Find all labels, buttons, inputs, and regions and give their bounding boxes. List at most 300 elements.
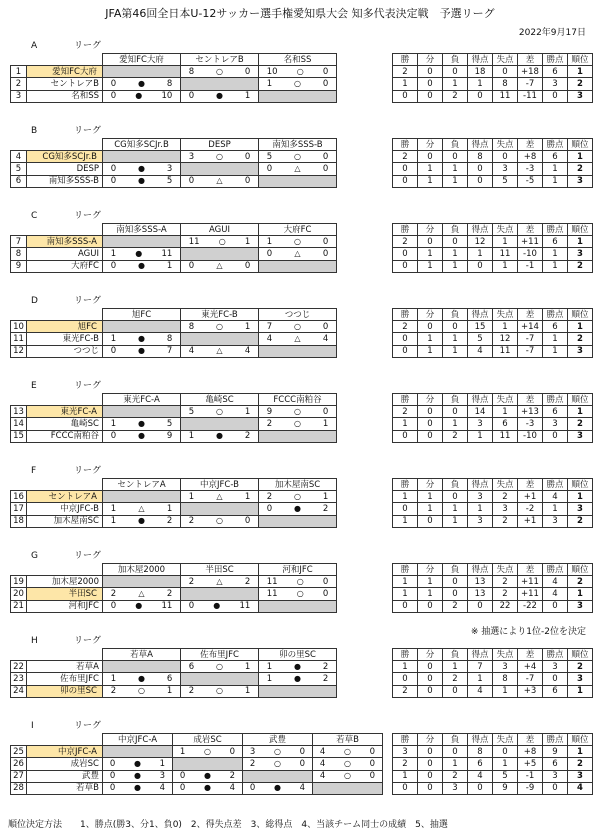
opponent-header: 若草A (103, 649, 181, 661)
stat-value: -1 (518, 770, 543, 782)
score-against: 0 (369, 758, 376, 769)
match-result (103, 418, 181, 430)
team-number: 19 (11, 576, 27, 588)
result-symbol: ○ (294, 406, 301, 416)
stat-header: 失点 (493, 734, 518, 746)
score-against: 0 (244, 516, 251, 527)
score (111, 674, 173, 684)
rank-value: 2 (568, 576, 593, 588)
score-for: 11 (266, 576, 278, 587)
league-table (10, 53, 593, 103)
score-for: 1 (110, 418, 117, 429)
rank-value: 3 (568, 503, 593, 515)
stat-value: 0 (443, 685, 468, 697)
rank-value: 1 (568, 151, 593, 163)
score-for: 0 (110, 176, 117, 187)
stat-value: 0 (443, 576, 468, 588)
stat-value: 5 (468, 333, 493, 345)
stat-value: 1 (393, 588, 418, 600)
result-symbol: ● (138, 673, 145, 683)
league-table (10, 648, 593, 698)
opponent-header: 加木屋南SC (259, 479, 337, 491)
stat-value: 0 (418, 673, 443, 685)
stat-value: 1 (443, 78, 468, 90)
result-symbol: ○ (216, 321, 223, 331)
stat-value: 15 (468, 321, 493, 333)
result-symbol: ○ (274, 758, 281, 768)
score-against: 1 (322, 491, 329, 502)
opponent-header: 名和SS (259, 54, 337, 66)
team-row (11, 175, 593, 187)
stat-value: 0 (418, 151, 443, 163)
team-name-text: DESP (76, 163, 99, 174)
score (111, 516, 173, 526)
result-symbol: ○ (216, 661, 223, 671)
score-for: 0 (188, 601, 195, 612)
result-symbol: △ (138, 588, 145, 598)
stat-value: 0 (468, 90, 493, 102)
spacer-cell (337, 515, 393, 527)
league-suffix: リーグ (74, 381, 102, 391)
team-name-text: 中京JFC-A (57, 746, 97, 757)
score-for: 2 (188, 576, 195, 587)
team-name (27, 260, 103, 272)
stat-value: 1 (443, 661, 468, 673)
score-for: 0 (249, 783, 256, 794)
opponent-header: 中京JFC-A (103, 734, 173, 746)
opponent-header: 若草B (313, 734, 383, 746)
score-against: 0 (299, 746, 306, 757)
self-match-cell (103, 66, 181, 78)
rank-value: 1 (568, 491, 593, 503)
spacer-cell (337, 236, 393, 248)
score-against: 1 (244, 686, 251, 697)
blank-cell (11, 139, 27, 151)
spacer-cell (337, 248, 393, 260)
league-label (10, 380, 592, 393)
opponent-header: つつじ (259, 309, 337, 321)
score-for: 7 (266, 321, 273, 332)
score-against: 1 (244, 321, 251, 332)
blank-cell (11, 394, 27, 406)
score (110, 783, 165, 793)
score-for: 4 (319, 771, 326, 782)
result-symbol: ● (134, 783, 141, 793)
rank-value: 1 (568, 66, 593, 78)
page-title: JFA第46回全日本U-12サッカー選手権愛知県大会 知多代表決定戦 予選リーグ (105, 7, 495, 20)
team-name-text: 若草B (76, 783, 99, 794)
match-result (103, 175, 181, 187)
score (189, 176, 251, 186)
league-suffix: リーグ (74, 211, 102, 221)
result-symbol: ○ (274, 746, 281, 756)
opponent-header: 卯の里SC (259, 649, 337, 661)
team-name-text: AGUI (78, 248, 99, 259)
stat-value: +11 (518, 588, 543, 600)
score-for: 0 (109, 771, 116, 782)
match-result (181, 430, 259, 442)
result-symbol: △ (216, 491, 223, 501)
stat-value: 3 (493, 163, 518, 175)
league-letter: E (31, 381, 37, 391)
stat-value: 6 (493, 418, 518, 430)
team-name (27, 770, 103, 782)
match-result (103, 333, 181, 345)
opponent-header: 半田SC (181, 564, 259, 576)
stat-value: 3 (543, 418, 568, 430)
stat-header: 得点 (468, 309, 493, 321)
stat-header: 得点 (468, 479, 493, 491)
stat-value: -11 (518, 90, 543, 102)
blank-cell (27, 54, 103, 66)
score-for: 2 (110, 588, 117, 599)
stat-value: 1 (418, 503, 443, 515)
match-result (181, 90, 259, 102)
header-row (11, 649, 593, 661)
team-number: 11 (11, 333, 27, 345)
self-match-cell (259, 260, 337, 272)
stat-value: -3 (518, 163, 543, 175)
match-result (103, 770, 173, 782)
score (111, 261, 173, 271)
score (111, 601, 173, 611)
stat-header: 負 (443, 479, 468, 491)
stat-value: 0 (418, 758, 443, 770)
stat-value: -7 (518, 673, 543, 685)
team-name (27, 600, 103, 612)
score-against: 0 (229, 746, 236, 757)
stat-value: 0 (418, 66, 443, 78)
stat-value: 3 (543, 515, 568, 527)
match-result (243, 758, 313, 770)
opponent-header: 南知多SSS-A (103, 224, 181, 236)
team-name (27, 406, 103, 418)
stat-value: 1 (543, 260, 568, 272)
league-table (10, 393, 593, 443)
score (189, 601, 251, 611)
team-row (11, 430, 593, 442)
rank-value: 1 (568, 588, 593, 600)
score-against: 11 (239, 601, 251, 612)
team-name-text: 亀崎SC (70, 418, 99, 429)
stat-header: 勝点 (543, 309, 568, 321)
header-row (11, 394, 593, 406)
match-result (259, 661, 337, 673)
self-match-cell (313, 782, 383, 794)
spacer-cell (337, 491, 393, 503)
stat-value: +18 (518, 66, 543, 78)
team-name (27, 515, 103, 527)
stat-value: 2 (393, 406, 418, 418)
stat-value: 22 (493, 600, 518, 612)
match-result (103, 345, 181, 357)
team-name (27, 661, 103, 673)
stat-value: 1 (468, 673, 493, 685)
score-against: 0 (322, 588, 329, 599)
team-row (11, 661, 593, 673)
self-match-cell (181, 163, 259, 175)
blank-cell (27, 309, 103, 321)
result-symbol: △ (216, 176, 223, 186)
spacer-cell (337, 309, 393, 321)
stat-value: 6 (543, 321, 568, 333)
score-against: 0 (369, 771, 376, 782)
stat-value: 1 (468, 248, 493, 260)
header-row (11, 139, 593, 151)
stat-header: 差 (518, 54, 543, 66)
score (189, 322, 251, 332)
stat-value: 0 (393, 782, 418, 794)
score (111, 686, 173, 696)
result-symbol: ● (138, 163, 145, 173)
league-table (10, 138, 593, 188)
stat-header: 得点 (468, 224, 493, 236)
spacer-cell (337, 394, 393, 406)
stat-value: 4 (468, 345, 493, 357)
score (111, 419, 173, 429)
score-for: 1 (110, 503, 117, 514)
match-result (103, 758, 173, 770)
result-symbol: ● (216, 91, 223, 101)
league-letter: F (31, 466, 37, 476)
team-row (11, 321, 593, 333)
team-name-text: 卯の里SC (60, 686, 97, 697)
stat-value: 9 (493, 782, 518, 794)
score-against: 4 (322, 333, 329, 344)
rank-value: 2 (568, 260, 593, 272)
spacer-cell (337, 661, 393, 673)
stat-header: 分 (418, 394, 443, 406)
stat-header: 分 (418, 139, 443, 151)
score-for: 0 (110, 346, 117, 357)
team-name-text: 武豊 (81, 771, 99, 782)
stat-value: 0 (393, 175, 418, 187)
stat-value: 1 (393, 78, 418, 90)
stat-value: 1 (393, 576, 418, 588)
score-against: 2 (322, 673, 329, 684)
stat-value: 0 (443, 406, 468, 418)
league-letter: G (31, 551, 38, 561)
score-for: 0 (266, 163, 273, 174)
team-number: 15 (11, 430, 27, 442)
score-against: 2 (322, 503, 329, 514)
stat-value: 2 (393, 321, 418, 333)
stat-value: 0 (418, 782, 443, 794)
score-for: 0 (110, 261, 117, 272)
team-name (27, 746, 103, 758)
blank-cell (11, 564, 27, 576)
score-for: 2 (266, 418, 273, 429)
result-symbol: ● (138, 431, 145, 441)
stat-value: 1 (418, 576, 443, 588)
stat-header: 負 (443, 309, 468, 321)
result-symbol: ○ (344, 771, 351, 781)
score-for: 0 (266, 503, 273, 514)
stat-value: 1 (393, 418, 418, 430)
score (267, 662, 329, 672)
score (267, 504, 329, 514)
league-letter: I (31, 721, 34, 731)
spacer-cell (383, 734, 393, 746)
team-number: 9 (11, 260, 27, 272)
team-number: 21 (11, 600, 27, 612)
stat-value: -5 (518, 175, 543, 187)
score-for: 1 (110, 248, 117, 259)
team-row (11, 600, 593, 612)
match-result (259, 163, 337, 175)
stat-value: 2 (393, 236, 418, 248)
score-for: 0 (188, 91, 195, 102)
stat-value: 3 (493, 661, 518, 673)
blank-cell (27, 734, 103, 746)
score-for: 10 (266, 66, 278, 77)
stat-value: 1 (543, 345, 568, 357)
rank-value: 1 (568, 746, 593, 758)
stat-value: +3 (518, 685, 543, 697)
team-number: 22 (11, 661, 27, 673)
score-against: 2 (244, 431, 251, 442)
match-result (259, 333, 337, 345)
stat-value: +8 (518, 746, 543, 758)
score-for: 5 (266, 151, 273, 162)
spacer-cell (383, 770, 393, 782)
spacer-cell (337, 321, 393, 333)
result-symbol: △ (216, 346, 223, 356)
result-symbol: ○ (344, 746, 351, 756)
self-match-cell (259, 685, 337, 697)
result-symbol: ● (135, 248, 143, 258)
match-result (103, 588, 181, 600)
score (111, 334, 173, 344)
stat-header: 負 (443, 139, 468, 151)
score-against: 10 (161, 91, 173, 102)
stat-value: 1 (443, 163, 468, 175)
stat-value: 1 (493, 406, 518, 418)
team-name (27, 430, 103, 442)
stat-value: 3 (468, 515, 493, 527)
stat-value: 0 (443, 491, 468, 503)
score (111, 346, 173, 356)
stat-value: +4 (518, 661, 543, 673)
stat-value: 5 (493, 175, 518, 187)
stat-value: 1 (493, 685, 518, 697)
stat-value: 0 (418, 661, 443, 673)
stat-header: 差 (518, 649, 543, 661)
stat-value: +1 (518, 491, 543, 503)
team-name (27, 66, 103, 78)
team-row (11, 345, 593, 357)
stat-header: 負 (443, 734, 468, 746)
score-against: 1 (244, 406, 251, 417)
opponent-header: 旭FC (103, 309, 181, 321)
score (267, 419, 329, 429)
stat-value: 6 (543, 151, 568, 163)
event-date: 2022年9月17日 (518, 28, 586, 38)
stat-value: 0 (468, 782, 493, 794)
opponent-header: CG知多SCJr.B (103, 139, 181, 151)
rank-value: 1 (568, 685, 593, 697)
stat-header: 勝 (393, 224, 418, 236)
team-name-text: セントレアA (48, 491, 97, 502)
stat-value: 8 (493, 673, 518, 685)
stat-value: 3 (543, 661, 568, 673)
result-symbol: ● (138, 176, 145, 186)
stat-value: 0 (468, 260, 493, 272)
team-row (11, 406, 593, 418)
stat-value: 1 (443, 515, 468, 527)
score (180, 771, 235, 781)
match-result (103, 90, 181, 102)
stat-header: 差 (518, 479, 543, 491)
score (267, 67, 329, 77)
self-match-cell (181, 78, 259, 90)
score-against: 4 (299, 783, 306, 794)
match-result (181, 491, 259, 503)
result-symbol: ● (134, 771, 141, 781)
score-for: 0 (188, 261, 195, 272)
self-match-cell (259, 600, 337, 612)
result-symbol: ● (138, 516, 145, 526)
score-for: 8 (188, 321, 195, 332)
self-match-cell (103, 491, 181, 503)
stat-value: 0 (543, 673, 568, 685)
score-against: 1 (322, 418, 329, 429)
team-number: 16 (11, 491, 27, 503)
match-result (259, 236, 337, 248)
stat-value: 2 (393, 66, 418, 78)
stat-value: 0 (393, 90, 418, 102)
spacer-cell (337, 345, 393, 357)
stat-value: 1 (443, 260, 468, 272)
blank-cell (11, 54, 27, 66)
score-for: 0 (179, 783, 186, 794)
spacer-cell (337, 564, 393, 576)
score (189, 431, 251, 441)
score-for: 1 (266, 236, 273, 247)
spacer-cell (383, 746, 393, 758)
match-result (313, 746, 383, 758)
score-against: 2 (166, 516, 173, 527)
self-match-cell (243, 770, 313, 782)
stat-header: 順位 (568, 734, 593, 746)
score-against: 11 (161, 601, 173, 612)
team-number: 1 (11, 66, 27, 78)
spacer-cell (337, 90, 393, 102)
stat-header: 分 (418, 649, 443, 661)
team-name-text: 成岩SC (70, 758, 99, 769)
score-against: 0 (322, 576, 329, 587)
stat-value: 13 (468, 588, 493, 600)
spacer-cell (337, 163, 393, 175)
team-name-text: 南知多SSS-B (48, 176, 99, 187)
result-symbol: ● (138, 346, 145, 356)
rank-value: 3 (568, 600, 593, 612)
result-symbol: △ (138, 503, 145, 513)
stat-value: -7 (518, 78, 543, 90)
team-number: 17 (11, 503, 27, 515)
match-result (173, 782, 243, 794)
result-symbol: ○ (216, 66, 223, 76)
league-suffix: リーグ (74, 551, 102, 561)
score-for: 2 (266, 491, 273, 502)
score-against: 1 (166, 261, 173, 272)
stat-value: -9 (518, 782, 543, 794)
score-for: 8 (188, 66, 195, 77)
team-number: 14 (11, 418, 27, 430)
stat-header: 勝点 (543, 479, 568, 491)
blank-cell (27, 564, 103, 576)
stat-header: 差 (518, 309, 543, 321)
